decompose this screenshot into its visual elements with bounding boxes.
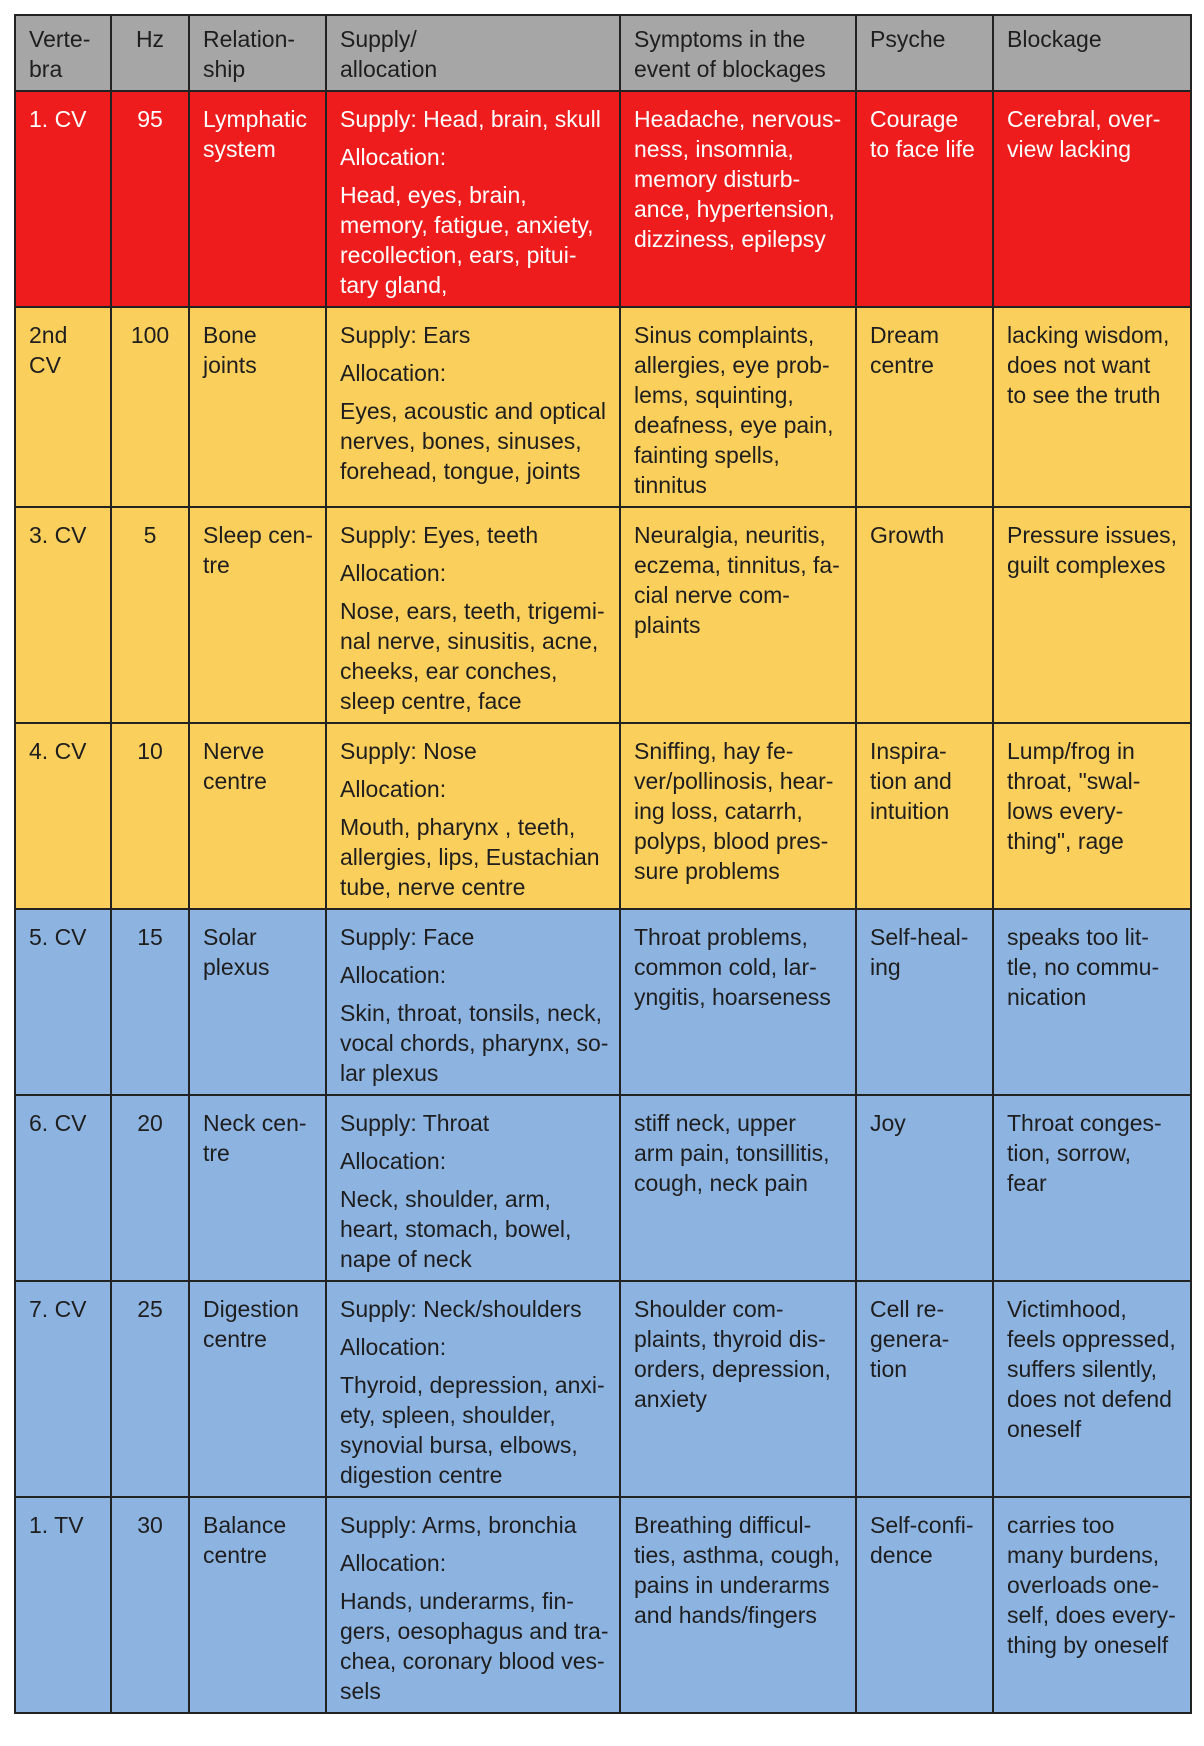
allocation-label: Allocation:: [340, 1148, 447, 1174]
cell-line: dence: [870, 1542, 933, 1568]
cell-line: ance, hypertension,: [634, 196, 835, 222]
allocation-label: Allocation:: [340, 360, 447, 386]
cell-line: plaints, thyroid dis-: [634, 1326, 826, 1352]
allocation-list: [340, 396, 613, 486]
table-row: [15, 1095, 1191, 1281]
cell-line: tre: [203, 1140, 230, 1166]
cell-psyche: [856, 1497, 993, 1713]
cell-line: ties, asthma, cough,: [634, 1542, 840, 1568]
cell-line: system: [203, 136, 276, 162]
cell-psyche: [856, 909, 993, 1095]
cell-relationship: [189, 723, 326, 909]
cell-relationship: [189, 909, 326, 1095]
cell-line: tion: [870, 1356, 908, 1382]
cell-line: ety, spleen, shoulder,: [340, 1402, 556, 1428]
allocation-list: [340, 998, 613, 1088]
cell-relationship: [189, 1497, 326, 1713]
cell-line: Lymphatic: [203, 106, 307, 132]
cell-line: cough, neck pain: [634, 1170, 808, 1196]
cell-line: nape of neck: [340, 1246, 472, 1272]
cell-psyche: [856, 307, 993, 507]
cell-line: does not defend: [1007, 1386, 1172, 1412]
cell-symptoms: [620, 1095, 856, 1281]
cell-line: chea, coronary blood ves-: [340, 1648, 605, 1674]
cell-line: tion, sorrow,: [1007, 1140, 1131, 1166]
cell-line: plaints: [634, 612, 701, 638]
cell-symptoms: [620, 723, 856, 909]
cell-line: throat, "swal-: [1007, 768, 1141, 794]
cell-line: Sinus complaints,: [634, 322, 815, 348]
cell-line: lems, squinting,: [634, 382, 794, 408]
allocation-list: [340, 180, 613, 300]
cell-line: suffers silently,: [1007, 1356, 1157, 1382]
cell-line: centre: [203, 768, 267, 794]
cell-line: tary gland,: [340, 272, 448, 298]
cell-psyche: [856, 1281, 993, 1497]
cell-line: stiff neck, upper: [634, 1110, 796, 1136]
header-symptoms: Symptoms in the event of blockages: [620, 15, 856, 91]
cell-blockage: [993, 909, 1191, 1095]
cell-line: heart, stomach, bowel,: [340, 1216, 572, 1242]
cell-line: allergies, eye prob-: [634, 352, 830, 378]
cell-line: Neck cen-: [203, 1110, 307, 1136]
table-row: [15, 909, 1191, 1095]
cell-line: and hands/fingers: [634, 1602, 817, 1628]
cell-psyche: [856, 1095, 993, 1281]
cell-supply-allocation: [326, 723, 620, 909]
cell-line: carries too: [1007, 1512, 1115, 1538]
cell-line: digestion centre: [340, 1462, 503, 1488]
cell-line: lows every-: [1007, 798, 1124, 824]
cell-line: Sleep cen-: [203, 522, 313, 548]
allocation-label: Allocation:: [340, 1550, 447, 1576]
header-row: [15, 15, 1191, 91]
cell-line: eczema, tinnitus, fa-: [634, 552, 840, 578]
header-supply-allocation: Supply/ allocation: [326, 15, 620, 91]
cell-psyche: [856, 507, 993, 723]
allocation-label: Allocation:: [340, 144, 447, 170]
table-row: [15, 723, 1191, 909]
cell-line: arm pain, tonsillitis,: [634, 1140, 830, 1166]
cell-line: self, does every-: [1007, 1602, 1176, 1628]
cell-line: memory, fatigue, anxiety,: [340, 212, 594, 238]
supply-text: Supply: Eyes, teeth: [340, 522, 539, 548]
vertebra-table-page: [14, 14, 1190, 1732]
cell-line: 5. CV: [29, 924, 87, 950]
cell-supply-allocation: [326, 91, 620, 307]
cell-line: centre: [870, 352, 934, 378]
cell-blockage: [993, 723, 1191, 909]
cell-hz: 30: [111, 1497, 189, 1713]
header-relationship: Relation- ship: [189, 15, 326, 91]
cell-line: sleep centre, face: [340, 688, 522, 714]
cell-line: tle, no commu-: [1007, 954, 1160, 980]
cell-vertebra: [15, 307, 111, 507]
cell-line: view lacking: [1007, 136, 1131, 162]
cell-line: Nose, ears, teeth, trigemi-: [340, 598, 605, 624]
cell-line: forehead, tongue, joints: [340, 458, 581, 484]
cell-psyche: [856, 91, 993, 307]
cell-line: Shoulder com-: [634, 1296, 784, 1322]
cell-line: Digestion: [203, 1296, 299, 1322]
cell-line: ness, insomnia,: [634, 136, 794, 162]
cell-line: Breathing difficul-: [634, 1512, 812, 1538]
cell-line: ing: [870, 954, 901, 980]
cell-line: oneself: [1007, 1416, 1082, 1442]
cell-line: Pressure issues,: [1007, 522, 1178, 548]
cell-hz: 5: [111, 507, 189, 723]
cell-vertebra: [15, 507, 111, 723]
cell-line: Victimhood,: [1007, 1296, 1127, 1322]
cell-line: Head, eyes, brain,: [340, 182, 527, 208]
cell-line: to face life: [870, 136, 975, 162]
cell-line: many burdens,: [1007, 1542, 1160, 1568]
cell-line: Dream: [870, 322, 940, 348]
supply-text: Supply: Ears: [340, 322, 471, 348]
cell-symptoms: [620, 909, 856, 1095]
cell-line: tion and: [870, 768, 952, 794]
cell-line: cheeks, ear conches,: [340, 658, 558, 684]
cell-line: ver/pollinosis, hear-: [634, 768, 834, 794]
cell-line: allergies, lips, Eustachian: [340, 844, 600, 870]
cell-line: genera-: [870, 1326, 950, 1352]
cell-blockage: [993, 1095, 1191, 1281]
cell-line: feels oppressed,: [1007, 1326, 1176, 1352]
cell-vertebra: [15, 723, 111, 909]
cell-line: 7. CV: [29, 1296, 87, 1322]
cell-line: centre: [203, 1542, 267, 1568]
table-body: [15, 91, 1191, 1713]
cell-line: nerves, bones, sinuses,: [340, 428, 582, 454]
cell-hz: 10: [111, 723, 189, 909]
cell-line: deafness, eye pain,: [634, 412, 834, 438]
cell-blockage: [993, 507, 1191, 723]
cell-line: Cell re-: [870, 1296, 945, 1322]
cell-line: Self-heal-: [870, 924, 969, 950]
cell-line: Self-confi-: [870, 1512, 974, 1538]
cell-vertebra: [15, 91, 111, 307]
table-row: [15, 1281, 1191, 1497]
cell-relationship: [189, 1095, 326, 1281]
cell-line: 6. CV: [29, 1110, 87, 1136]
cell-line: guilt complexes: [1007, 552, 1166, 578]
cell-line: Neuralgia, neuritis,: [634, 522, 826, 548]
table-row: [15, 507, 1191, 723]
cell-line: dizziness, epilepsy: [634, 226, 826, 252]
cell-hz: 20: [111, 1095, 189, 1281]
cell-line: lar plexus: [340, 1060, 439, 1086]
allocation-label: Allocation:: [340, 962, 447, 988]
cell-line: tube, nerve centre: [340, 874, 526, 900]
cell-line: sure problems: [634, 858, 780, 884]
header-blockage: Blockage: [993, 15, 1191, 91]
cell-line: memory disturb-: [634, 166, 801, 192]
cell-vertebra: [15, 1281, 111, 1497]
cell-line: tinnitus: [634, 472, 707, 498]
cell-hz: 95: [111, 91, 189, 307]
cell-line: Nerve: [203, 738, 265, 764]
cell-line: Neck, shoulder, arm,: [340, 1186, 551, 1212]
cell-line: cial nerve com-: [634, 582, 790, 608]
cell-symptoms: [620, 91, 856, 307]
cell-line: common cold, lar-: [634, 954, 817, 980]
allocation-list: [340, 596, 613, 716]
cell-line: anxiety: [634, 1386, 707, 1412]
cell-symptoms: [620, 507, 856, 723]
cell-psyche: [856, 723, 993, 909]
allocation-label: Allocation:: [340, 776, 447, 802]
supply-text: Supply: Neck/shoulders: [340, 1296, 582, 1322]
cell-line: ing loss, catarrh,: [634, 798, 803, 824]
cell-line: centre: [203, 1326, 267, 1352]
allocation-list: [340, 1184, 613, 1274]
cell-relationship: [189, 507, 326, 723]
cell-symptoms: [620, 1497, 856, 1713]
cell-line: vocal chords, pharynx, so-: [340, 1030, 609, 1056]
cell-supply-allocation: [326, 507, 620, 723]
cell-relationship: [189, 91, 326, 307]
cell-line: 4. CV: [29, 738, 87, 764]
cell-line: Courage: [870, 106, 959, 132]
cell-line: yngitis, hoarseness: [634, 984, 831, 1010]
allocation-list: [340, 812, 613, 902]
allocation-list: [340, 1586, 613, 1706]
cell-line: lacking wisdom,: [1007, 322, 1170, 348]
supply-text: Supply: Nose: [340, 738, 477, 764]
cell-line: to see the truth: [1007, 382, 1161, 408]
cell-line: Lump/frog in: [1007, 738, 1135, 764]
cell-line: nal nerve, sinusitis, acne,: [340, 628, 599, 654]
cell-line: pains in underarms: [634, 1572, 830, 1598]
cell-line: intuition: [870, 798, 950, 824]
header-vertebra: Verte- bra: [15, 15, 111, 91]
cell-line: Headache, nervous-: [634, 106, 842, 132]
cell-relationship: [189, 307, 326, 507]
supply-text: Supply: Head, brain, skull: [340, 106, 601, 132]
table-row: [15, 91, 1191, 307]
cell-blockage: [993, 1497, 1191, 1713]
cell-line: Bone: [203, 322, 257, 348]
cell-hz: 100: [111, 307, 189, 507]
cell-line: does not want: [1007, 352, 1151, 378]
allocation-list: [340, 1370, 613, 1490]
cell-line: Throat conges-: [1007, 1110, 1162, 1136]
cell-line: sels: [340, 1678, 381, 1704]
cell-symptoms: [620, 1281, 856, 1497]
allocation-label: Allocation:: [340, 560, 447, 586]
cell-line: thing by oneself: [1007, 1632, 1169, 1658]
cell-line: 3. CV: [29, 522, 87, 548]
cell-line: speaks too lit-: [1007, 924, 1149, 950]
cell-line: fainting spells,: [634, 442, 780, 468]
cell-line: plexus: [203, 954, 270, 980]
vertebra-table: [14, 14, 1192, 1714]
cell-line: Hands, underarms, fin-: [340, 1588, 574, 1614]
cell-line: Joy: [870, 1110, 906, 1136]
cell-line: 1. CV: [29, 106, 87, 132]
cell-line: 1. TV: [29, 1512, 84, 1538]
cell-line: fear: [1007, 1170, 1047, 1196]
cell-line: 2nd: [29, 322, 68, 348]
cell-line: Eyes, acoustic and optical: [340, 398, 606, 424]
allocation-label: Allocation:: [340, 1334, 447, 1360]
cell-symptoms: [620, 307, 856, 507]
cell-supply-allocation: [326, 307, 620, 507]
cell-line: Solar: [203, 924, 257, 950]
cell-line: Balance: [203, 1512, 287, 1538]
cell-line: Thyroid, depression, anxi-: [340, 1372, 605, 1398]
cell-line: nication: [1007, 984, 1087, 1010]
cell-blockage: [993, 91, 1191, 307]
cell-relationship: [189, 1281, 326, 1497]
supply-text: Supply: Throat: [340, 1110, 490, 1136]
cell-line: Growth: [870, 522, 945, 548]
cell-line: joints: [203, 352, 257, 378]
cell-line: synovial bursa, elbows,: [340, 1432, 578, 1458]
cell-line: polyps, blood pres-: [634, 828, 829, 854]
cell-line: Mouth, pharynx , teeth,: [340, 814, 576, 840]
supply-text: Supply: Arms, bronchia: [340, 1512, 577, 1538]
cell-vertebra: [15, 1497, 111, 1713]
cell-line: Skin, throat, tonsils, neck,: [340, 1000, 603, 1026]
cell-line: tre: [203, 552, 230, 578]
cell-blockage: [993, 1281, 1191, 1497]
cell-line: CV: [29, 352, 61, 378]
cell-line: gers, oesophagus and tra-: [340, 1618, 609, 1644]
cell-line: Throat problems,: [634, 924, 808, 950]
header-hz: Hz: [111, 15, 189, 91]
cell-line: overloads one-: [1007, 1572, 1160, 1598]
cell-hz: 15: [111, 909, 189, 1095]
cell-supply-allocation: [326, 1095, 620, 1281]
cell-hz: 25: [111, 1281, 189, 1497]
cell-blockage: [993, 307, 1191, 507]
cell-line: Cerebral, over-: [1007, 106, 1161, 132]
cell-line: thing", rage: [1007, 828, 1124, 854]
table-row: [15, 1497, 1191, 1713]
cell-supply-allocation: [326, 1281, 620, 1497]
supply-text: Supply: Face: [340, 924, 475, 950]
header-psyche: Psyche: [856, 15, 993, 91]
cell-line: recollection, ears, pitui-: [340, 242, 577, 268]
cell-supply-allocation: [326, 1497, 620, 1713]
cell-supply-allocation: [326, 909, 620, 1095]
cell-vertebra: [15, 1095, 111, 1281]
table-row: [15, 307, 1191, 507]
cell-line: orders, depression,: [634, 1356, 831, 1382]
cell-vertebra: [15, 909, 111, 1095]
cell-line: Inspira-: [870, 738, 947, 764]
cell-line: Sniffing, hay fe-: [634, 738, 794, 764]
